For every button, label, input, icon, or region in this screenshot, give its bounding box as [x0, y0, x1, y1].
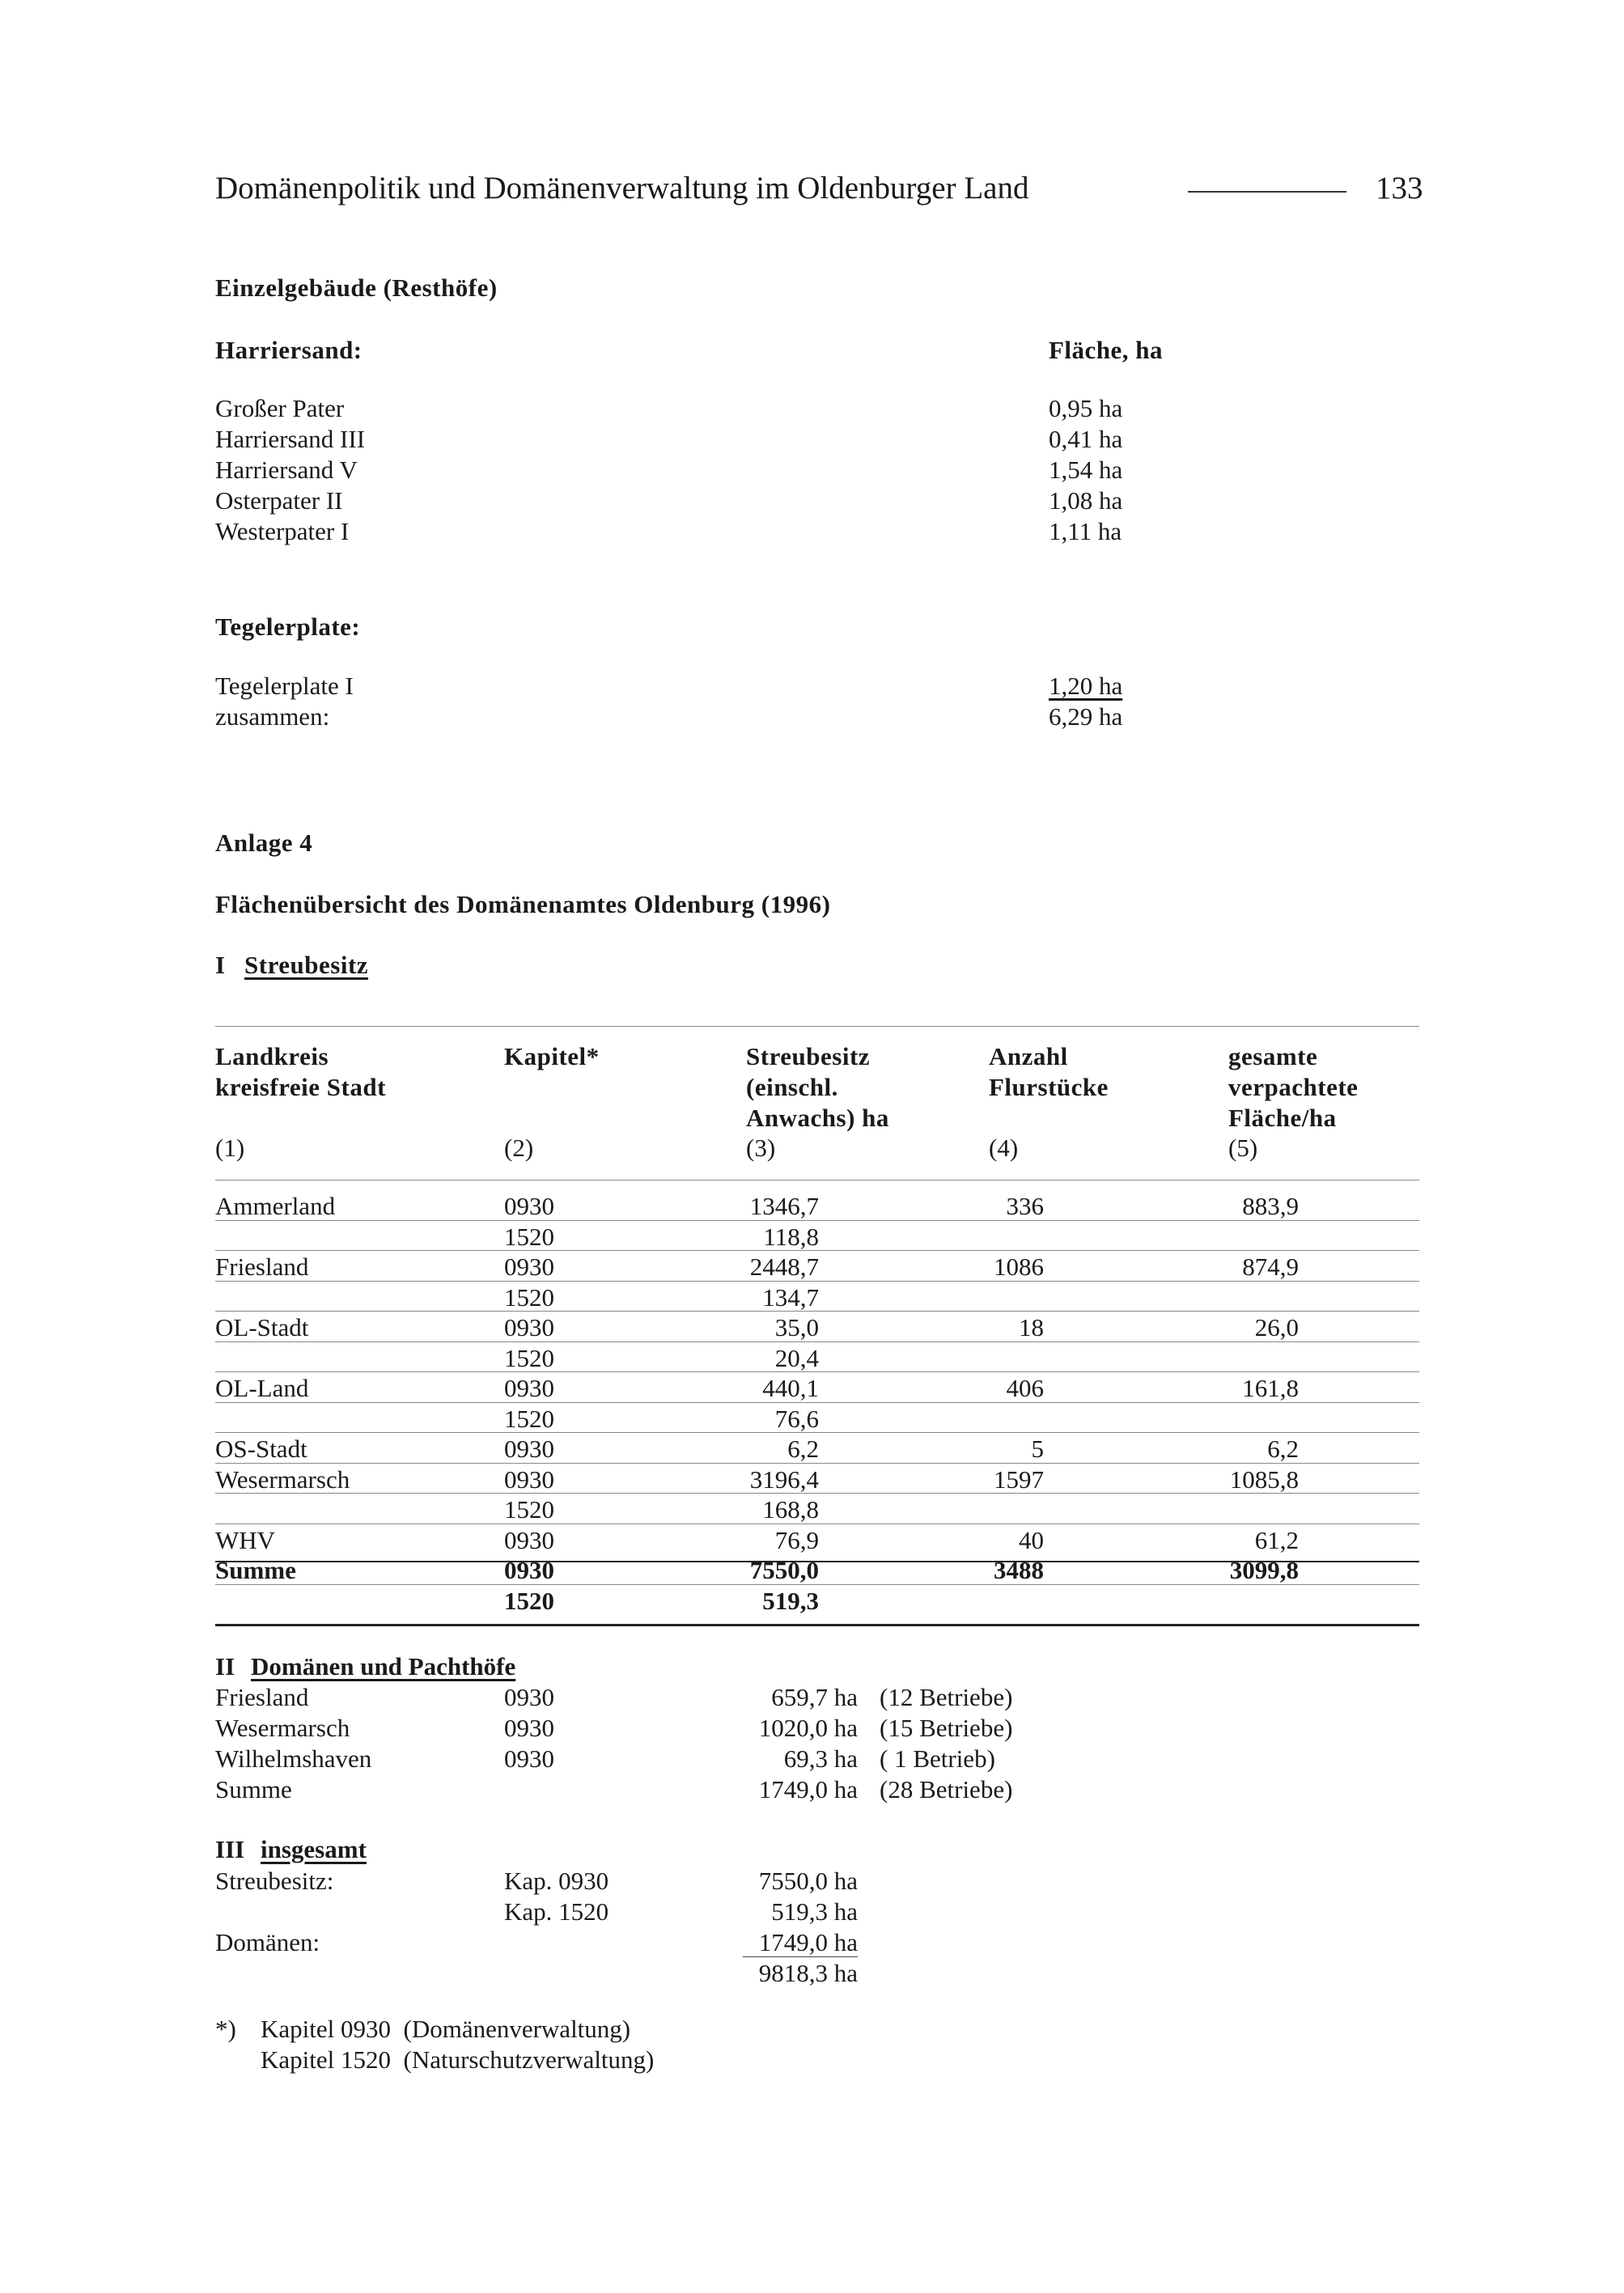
harriersand-item-name: Harriersand V — [215, 456, 358, 484]
table-cell-streubesitz: 76,6 — [774, 1404, 819, 1433]
table-cell-streubesitz: 168,8 — [762, 1495, 819, 1524]
table-cell-streubesitz: 7550,0 — [749, 1556, 819, 1584]
table-row-rule — [215, 1371, 1419, 1372]
section2-area: 1749,0 ha — [758, 1775, 858, 1803]
section1-number: I — [215, 951, 226, 979]
table-row-rule — [215, 1250, 1419, 1251]
header-einschl: (einschl. — [746, 1073, 838, 1101]
table-cell-streubesitz: 6,2 — [787, 1435, 819, 1463]
table-cell-flaeche: 874,9 — [1242, 1252, 1299, 1281]
table-top-rule — [215, 1026, 1419, 1027]
table-cell-streubesitz: 134,7 — [762, 1282, 819, 1312]
header-kreisfreie-stadt: kreisfreie Stadt — [215, 1073, 386, 1101]
section3-number: III — [215, 1835, 245, 1863]
section2-name: Friesland — [215, 1683, 309, 1711]
table-cell-kapitel: 0930 — [504, 1313, 554, 1341]
table-cell-kapitel: 0930 — [504, 1374, 554, 1402]
table-cell-kreis: WHV — [215, 1525, 276, 1554]
table-row-rule — [215, 1584, 1419, 1585]
table-cell-flaeche: 61,2 — [1254, 1525, 1299, 1554]
table-cell-kreis: OS-Stadt — [215, 1435, 307, 1463]
table-cell-anzahl: 1086 — [994, 1252, 1044, 1281]
section1-title: Streubesitz — [244, 951, 369, 979]
table-cell-anzahl: 406 — [1006, 1374, 1044, 1402]
section3-total: 9818,3 ha — [758, 1959, 858, 1987]
col-number: (2) — [504, 1134, 534, 1162]
running-title: Domänenpolitik und Domänenverwaltung im Oldenburger Land — [215, 171, 1029, 206]
header-flaeche-ha: Fläche/ha — [1228, 1104, 1337, 1132]
table-cell-kreis: Wesermarsch — [215, 1464, 350, 1494]
section2-area: 1020,0 ha — [758, 1714, 858, 1742]
einzelgebaeude-heading: Einzelgebäude (Resthöfe) — [215, 273, 498, 302]
table-cell-streubesitz: 3196,4 — [749, 1464, 819, 1494]
table-cell-kreis: Friesland — [215, 1252, 309, 1281]
flaeche-label: Fläche, ha — [1049, 336, 1164, 364]
table-cell-kreis: Ammerland — [215, 1192, 336, 1220]
table-cell-streubesitz: 118,8 — [763, 1222, 819, 1251]
header-streubesitz: Streubesitz — [746, 1042, 871, 1070]
section2-area: 659,7 ha — [771, 1683, 858, 1711]
col-number: (1) — [215, 1134, 245, 1162]
section2-name: Wilhelmshaven — [215, 1744, 372, 1773]
header-anwachs: Anwachs) ha — [746, 1104, 889, 1132]
table-cell-anzahl: 1597 — [994, 1464, 1044, 1494]
table-cell-kapitel: 0930 — [504, 1252, 554, 1281]
section2-note: (12 Betriebe) — [880, 1683, 1013, 1711]
section3-area: 519,3 ha — [771, 1897, 858, 1926]
table-row-rule — [215, 1341, 1419, 1342]
harriersand-label: Harriersand: — [215, 336, 363, 364]
sum-underline — [743, 1956, 858, 1957]
col-number: (5) — [1228, 1134, 1258, 1162]
section2-area: 69,3 ha — [783, 1744, 858, 1773]
table-cell-kapitel: 0930 — [504, 1464, 554, 1494]
table-cell-kapitel: 0930 — [504, 1525, 554, 1554]
zusammen-area: 6,29 ha — [1049, 702, 1123, 731]
section2-note: ( 1 Betrieb) — [880, 1744, 995, 1773]
table-cell-kapitel: 0930 — [504, 1435, 554, 1463]
header-kapitel: Kapitel* — [504, 1042, 600, 1070]
section2-name: Summe — [215, 1775, 292, 1803]
harriersand-item-area: 0,41 ha — [1049, 425, 1123, 453]
footnote-line1: Kapitel 0930 (Domänenverwaltung) — [261, 2015, 631, 2043]
harriersand-item-name: Osterpater II — [215, 486, 343, 515]
table-cell-streubesitz: 35,0 — [774, 1313, 819, 1341]
header-landkreis: Landkreis — [215, 1042, 329, 1070]
section3-kap: Kap. 0930 — [504, 1867, 609, 1895]
table-cell-flaeche: 26,0 — [1254, 1313, 1299, 1341]
header-anzahl: Anzahl — [989, 1042, 1068, 1070]
table-cell-kapitel: 1520 — [504, 1282, 554, 1312]
section2-kapitel: 0930 — [504, 1714, 554, 1742]
page-number: 133 — [1376, 171, 1423, 206]
section2-note: (28 Betriebe) — [880, 1775, 1013, 1803]
header-gesamte: gesamte — [1228, 1042, 1318, 1070]
tegelerplate-item-name: Tegelerplate I — [215, 672, 354, 700]
footnote-marker: *) — [215, 2015, 236, 2043]
section2-title: Domänen und Pachthöfe — [251, 1652, 516, 1681]
harriersand-item-name: Westerpater I — [215, 517, 350, 545]
section3-kap: Kap. 1520 — [504, 1897, 609, 1926]
table-cell-kapitel: 1520 — [504, 1222, 554, 1251]
section2-kapitel: 0930 — [504, 1744, 554, 1773]
table-row-rule — [215, 1402, 1419, 1403]
col-number: (4) — [989, 1134, 1019, 1162]
table-row-rule — [215, 1463, 1419, 1464]
harriersand-item-area: 0,95 ha — [1049, 394, 1123, 422]
header-verpachtete: verpachtete — [1228, 1073, 1359, 1101]
table-row-rule — [215, 1493, 1419, 1494]
table-cell-flaeche: 883,9 — [1242, 1192, 1299, 1220]
header-rule — [1188, 191, 1346, 193]
table-cell-flaeche: 161,8 — [1242, 1374, 1299, 1402]
table-row-rule — [215, 1220, 1419, 1221]
table-cell-kapitel: 1520 — [504, 1495, 554, 1524]
table-cell-streubesitz: 440,1 — [762, 1374, 819, 1402]
section2-name: Wesermarsch — [215, 1714, 350, 1742]
section3-title: insgesamt — [261, 1835, 367, 1863]
table-cell-flaeche: 3099,8 — [1229, 1556, 1299, 1584]
anlage-title: Anlage 4 — [215, 829, 313, 857]
anlage-subtitle: Flächenübersicht des Domänenamtes Oldenburg (1996) — [215, 890, 831, 918]
table-cell-streubesitz: 76,9 — [774, 1525, 819, 1554]
harriersand-item-area: 1,54 ha — [1049, 456, 1123, 484]
table-cell-streubesitz: 1346,7 — [749, 1192, 819, 1220]
table-cell-kapitel: 0930 — [504, 1556, 554, 1584]
footnote-line2: Kapitel 1520 (Naturschutzverwaltung) — [261, 2045, 655, 2074]
harriersand-item-area: 1,08 ha — [1049, 486, 1123, 515]
table-cell-streubesitz: 2448,7 — [749, 1252, 819, 1281]
table-cell-kapitel: 1520 — [504, 1404, 554, 1433]
table-cell-streubesitz: 20,4 — [774, 1343, 819, 1372]
harriersand-item-name: Harriersand III — [215, 425, 366, 453]
table-cell-kreis: Summe — [215, 1556, 296, 1584]
section3-label: Domänen: — [215, 1928, 320, 1956]
section2-number: II — [215, 1652, 235, 1681]
table-cell-flaeche: 6,2 — [1267, 1435, 1299, 1463]
tegelerplate-label: Tegelerplate: — [215, 612, 361, 641]
section3-area: 1749,0 ha — [758, 1928, 858, 1956]
harriersand-item-area: 1,11 ha — [1049, 517, 1122, 545]
table-row-rule — [215, 1432, 1419, 1433]
harriersand-item-name: Großer Pater — [215, 394, 345, 422]
table-bottom-rule — [215, 1624, 1419, 1626]
table-cell-anzahl: 3488 — [994, 1556, 1044, 1584]
table-cell-kapitel: 1520 — [504, 1343, 554, 1372]
summe-top-rule — [215, 1561, 1419, 1562]
table-cell-kapitel: 0930 — [504, 1192, 554, 1220]
table-cell-anzahl: 18 — [1019, 1313, 1044, 1341]
table-cell-anzahl: 5 — [1031, 1435, 1044, 1463]
table-row-rule — [215, 1281, 1419, 1282]
section3-area: 7550,0 ha — [758, 1867, 858, 1895]
tegelerplate-item-area: 1,20 ha — [1049, 672, 1123, 700]
zusammen-label: zusammen: — [215, 702, 330, 731]
table-cell-streubesitz: 519,3 — [762, 1586, 819, 1615]
section2-kapitel: 0930 — [504, 1683, 554, 1711]
table-cell-kapitel: 1520 — [504, 1586, 554, 1615]
section3-label: Streubesitz: — [215, 1867, 334, 1895]
table-cell-kreis: OL-Stadt — [215, 1313, 309, 1341]
table-cell-anzahl: 336 — [1006, 1192, 1044, 1220]
header-flurstuecke: Flurstücke — [989, 1073, 1109, 1101]
table-row-rule — [215, 1311, 1419, 1312]
section2-note: (15 Betriebe) — [880, 1714, 1013, 1742]
table-cell-anzahl: 40 — [1019, 1525, 1044, 1554]
table-cell-flaeche: 1085,8 — [1229, 1464, 1299, 1494]
col-number: (3) — [746, 1134, 776, 1162]
table-cell-kreis: OL-Land — [215, 1374, 309, 1402]
